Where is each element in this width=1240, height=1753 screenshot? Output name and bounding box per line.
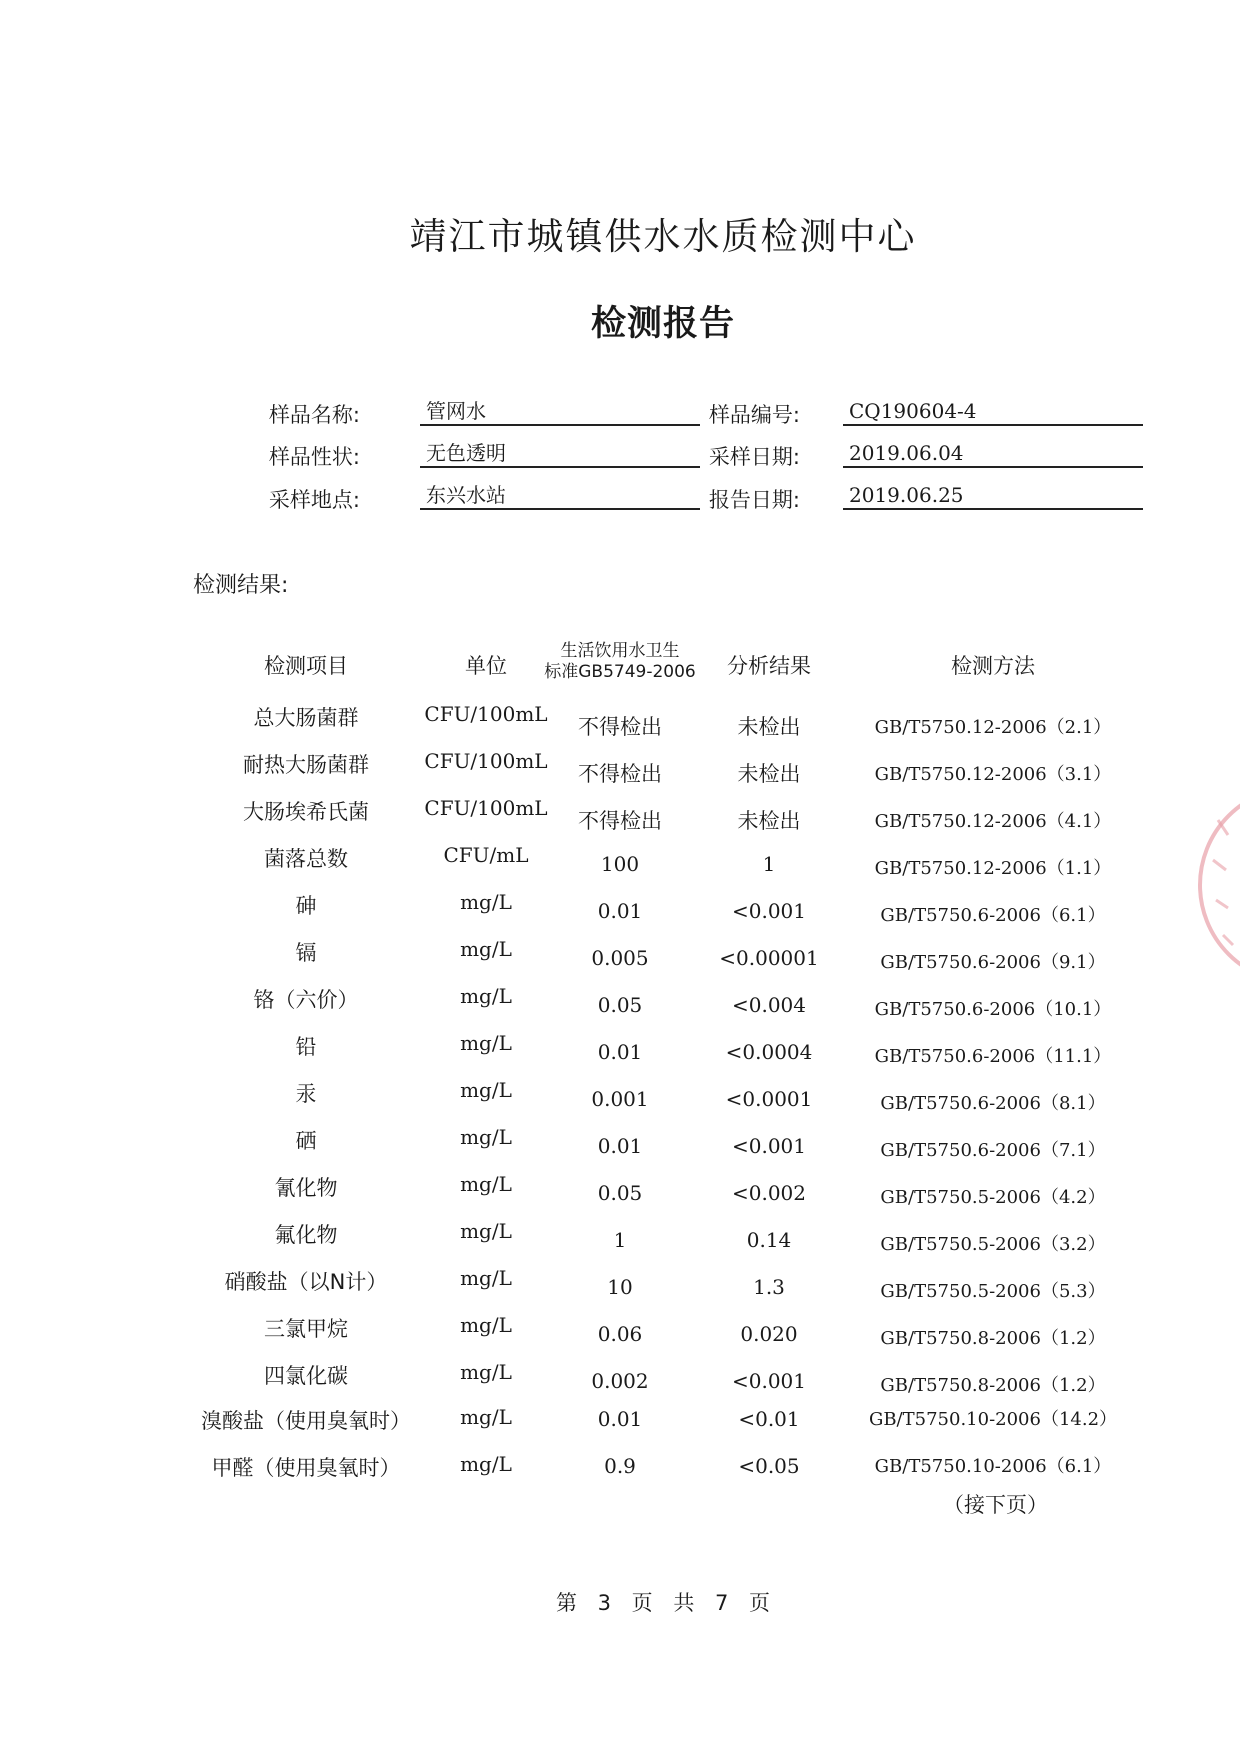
- row-result: <0.05: [738, 1454, 800, 1478]
- row-unit: CFU/100mL: [424, 796, 548, 820]
- row-standard: 0.005: [591, 946, 649, 970]
- row-result: <0.01: [738, 1407, 800, 1431]
- row-result: 未检出: [737, 762, 801, 786]
- row-result: <0.0004: [725, 1040, 813, 1064]
- row-result: <0.004: [731, 993, 806, 1017]
- sample-nature-value: 无色透明: [420, 440, 700, 468]
- sampling-location-value: 东兴水站: [420, 482, 700, 510]
- row-standard: 0.01: [597, 899, 643, 923]
- row-method: GB/T5750.12-2006（1.1）: [874, 858, 1112, 879]
- header-standard: [540, 641, 700, 683]
- header-item: 检测项目: [264, 654, 348, 678]
- row-result: <0.00001: [719, 946, 819, 970]
- row-method: GB/T5750.6-2006（8.1）: [880, 1093, 1106, 1114]
- row-standard: 0.002: [591, 1369, 649, 1393]
- row-method: GB/T5750.6-2006（9.1）: [880, 952, 1106, 973]
- row-method: GB/T5750.5-2006（3.2）: [880, 1234, 1106, 1255]
- row-unit: mg/L: [460, 1172, 512, 1196]
- sample-nature-label: 样品性状:: [268, 445, 360, 469]
- row-result: <0.002: [731, 1181, 806, 1205]
- row-unit: mg/L: [460, 984, 512, 1008]
- sampling-date-label: 采样日期:: [708, 445, 800, 469]
- row-standard: 0.001: [591, 1087, 649, 1111]
- organization-title: 靖江市城镇供水水质检测中心: [409, 215, 917, 258]
- row-method: GB/T5750.6-2006（11.1）: [874, 1046, 1112, 1067]
- page-indicator: 第 3 页 共 7 页: [555, 1591, 771, 1615]
- stamp-ring: [1200, 787, 1240, 983]
- row-method: GB/T5750.10-2006（6.1）: [874, 1456, 1112, 1477]
- row-method: GB/T5750.8-2006（1.2）: [880, 1375, 1106, 1396]
- row-item: 汞: [295, 1082, 317, 1106]
- row-method: GB/T5750.10-2006（14.2）: [868, 1409, 1118, 1430]
- row-unit: mg/L: [460, 1360, 512, 1384]
- row-result: 未检出: [737, 715, 801, 739]
- row-result: 未检出: [737, 809, 801, 833]
- row-unit: mg/L: [460, 1313, 512, 1337]
- row-standard: 不得检出: [578, 809, 662, 833]
- row-unit: mg/L: [460, 1266, 512, 1290]
- report-date-label: 报告日期:: [708, 488, 800, 512]
- row-item: 溴酸盐（使用臭氧时）: [201, 1409, 411, 1433]
- sample-name-value: 管网水: [420, 398, 700, 426]
- row-standard: 100: [600, 852, 640, 876]
- row-result: 0.14: [746, 1228, 792, 1252]
- row-method: GB/T5750.5-2006（5.3）: [880, 1281, 1106, 1302]
- row-method: GB/T5750.8-2006（1.2）: [880, 1328, 1106, 1349]
- row-result: <0.0001: [725, 1087, 813, 1111]
- row-item: 耐热大肠菌群: [243, 753, 369, 777]
- row-method: GB/T5750.5-2006（4.2）: [880, 1187, 1106, 1208]
- row-unit: mg/L: [460, 1031, 512, 1055]
- row-standard: 0.01: [597, 1407, 643, 1431]
- row-method: GB/T5750.6-2006（10.1）: [874, 999, 1112, 1020]
- sample-number-label: 样品编号:: [708, 403, 800, 427]
- row-unit: CFU/mL: [443, 843, 529, 867]
- row-unit: CFU/100mL: [424, 749, 548, 773]
- row-standard: 0.05: [597, 1181, 643, 1205]
- row-item: 菌落总数: [264, 847, 348, 871]
- row-item: 镉: [295, 941, 317, 965]
- row-item: 氟化物: [274, 1223, 338, 1247]
- row-standard: 0.01: [597, 1040, 643, 1064]
- row-item: 硒: [295, 1129, 317, 1153]
- stamp-mark: [1213, 820, 1233, 945]
- row-method: GB/T5750.12-2006（3.1）: [874, 764, 1112, 785]
- row-result: 1: [762, 852, 776, 876]
- row-item: 总大肠菌群: [253, 706, 359, 730]
- row-unit: mg/L: [460, 1405, 512, 1429]
- row-standard: 0.01: [597, 1134, 643, 1158]
- sample-name-label: 样品名称:: [268, 403, 360, 427]
- sampling-location-label: 采样地点:: [268, 488, 360, 512]
- row-standard: 10: [607, 1275, 633, 1299]
- row-unit: mg/L: [460, 890, 512, 914]
- row-item: 大肠埃希氏菌: [243, 800, 369, 824]
- row-item: 砷: [295, 894, 317, 918]
- sample-number-value: CQ190604-4: [843, 398, 1143, 426]
- row-unit: mg/L: [460, 1125, 512, 1149]
- row-method: GB/T5750.6-2006（6.1）: [880, 905, 1106, 926]
- sampling-date-value: 2019.06.04: [843, 440, 1143, 468]
- row-result: 1.3: [753, 1275, 785, 1299]
- row-item: 甲醛（使用臭氧时）: [211, 1456, 401, 1480]
- header-method: 检测方法: [951, 654, 1035, 678]
- row-item: 四氯化碳: [264, 1364, 348, 1388]
- row-method: GB/T5750.12-2006（4.1）: [874, 811, 1112, 832]
- row-standard: 不得检出: [578, 762, 662, 786]
- row-standard: 0.05: [597, 993, 643, 1017]
- report-date-value: 2019.06.25: [843, 482, 1143, 510]
- row-unit: CFU/100mL: [424, 702, 548, 726]
- row-method: GB/T5750.12-2006（2.1）: [874, 717, 1112, 738]
- header-standard-line1: 生活饮用水卫生: [560, 641, 680, 661]
- row-result: <0.001: [731, 1369, 806, 1393]
- row-item: 铅: [295, 1035, 317, 1059]
- row-result: <0.001: [731, 1134, 806, 1158]
- row-item: 硝酸盐（以N计）: [224, 1270, 388, 1294]
- header-unit: 单位: [465, 654, 507, 678]
- row-unit: mg/L: [460, 1078, 512, 1102]
- row-item: 氰化物: [274, 1176, 338, 1200]
- header-standard-line2: 标准GB5749-2006: [544, 662, 696, 682]
- row-method: GB/T5750.6-2006（7.1）: [880, 1140, 1106, 1161]
- row-unit: mg/L: [460, 937, 512, 961]
- row-item: 三氯甲烷: [264, 1317, 348, 1341]
- continued-note: （接下页）: [943, 1493, 1048, 1517]
- row-unit: mg/L: [460, 1452, 512, 1476]
- row-standard: 不得检出: [578, 715, 662, 739]
- row-standard: 0.06: [597, 1322, 643, 1346]
- results-label: 检测结果:: [193, 573, 289, 598]
- row-unit: mg/L: [460, 1219, 512, 1243]
- row-standard: 1: [613, 1228, 627, 1252]
- row-standard: 0.9: [604, 1454, 636, 1478]
- report-title: 检测报告: [590, 304, 735, 344]
- header-result: 分析结果: [727, 654, 811, 678]
- official-stamp: [1188, 780, 1240, 990]
- row-result: 0.020: [740, 1322, 798, 1346]
- row-item: 铬（六价）: [253, 988, 359, 1012]
- row-result: <0.001: [731, 899, 806, 923]
